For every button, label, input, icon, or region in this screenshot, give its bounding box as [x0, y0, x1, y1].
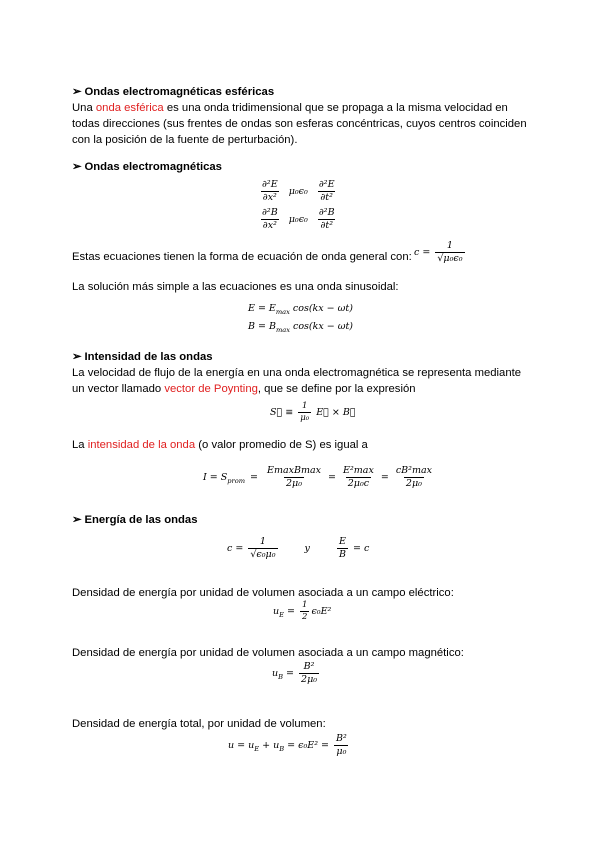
equation-speed-of-light: c = $\frac{1}{\text{√μ₀ϵ₀}}$ — [414, 240, 463, 264]
paragraph-general-form: Estas ecuaciones tienen la forma de ecuación de onda general con: — [72, 251, 412, 263]
arrow-bullet-icon: ➢ — [72, 514, 82, 526]
paragraph-magnetic-density: Densidad de energía por unidad de volumen asociada a un campo magnético: — [72, 647, 464, 659]
arrow-bullet-icon: ➢ — [72, 351, 82, 363]
highlight-poynting-vector: vector de Poynting — [164, 383, 258, 395]
arrow-bullet-icon: ➢ — [72, 86, 82, 98]
paragraph-intensity: La intensidad de la onda (o valor promedio de S) es igual a — [72, 439, 368, 451]
highlight-onda-esferica: onda esférica — [95, 102, 164, 114]
heading-intensity: ➢ Intensidad de las ondas — [72, 351, 213, 363]
equation-u-e: $u_E$ = $\frac{1}{2}$ ϵ₀E² — [273, 600, 332, 622]
paragraph-poynting: La velocidad de flujo de la energía en una onda electromagnética se representa mediante un vector llamado vector de Poynting, que se define por la expresión — [72, 367, 522, 395]
equation-u-b: $u_B$ = $\frac{\text{B²}}{\text{2μ₀}}$ — [272, 661, 318, 685]
paragraph-spherical: Una onda esférica es una onda tridimensional que se propaga a la misma velocidad en todas direcciones (sus frentes de ondas son esferas concéntricas, cuyos centros coinciden con la posición de la fuente de perturbación). — [72, 102, 527, 146]
heading-spherical-waves: ➢ Ondas electromagnéticas esféricas — [72, 86, 275, 98]
heading-energy: ➢ Energía de las ondas — [72, 514, 198, 526]
wave-equation-b: $\frac{\text{∂²B}}{\text{∂x²}}$ μ₀ϵ₀ $\frac{\text{∂²B}}{\text{∂t²}}$ — [262, 207, 335, 231]
equation-intensity: $I = S_{prom}$ = $\frac{\text{EmaxBmax}}{\text{2μ₀}}$ = $\frac{\text{E²max}}{\text{2μ₀c}}$ = $\frac{\text{cB²max}}{\text{2μ₀}}$ — [203, 465, 432, 489]
heading-em-waves: ➢ Ondas electromagnéticas — [72, 161, 222, 173]
equation-sinusoidal-b: $B = B_{max}$ cos(kx − ωt) — [248, 321, 354, 334]
wave-equation-e: $\frac{\text{∂²E}}{\text{∂x²}}$ μ₀ϵ₀ $\frac{\text{∂²E}}{\text{∂t²}}$ — [262, 179, 335, 203]
paragraph-total-density: Densidad de energía total, por unidad de volumen: — [72, 718, 326, 730]
equation-u-total: $u = u_E + u_B = \epsilon_0E^2$ = $\frac{\text{B²}}{\text{μ₀}}$ — [228, 733, 347, 757]
arrow-bullet-icon: ➢ — [72, 161, 82, 173]
paragraph-electric-density: Densidad de energía por unidad de volumen asociada a un campo eléctrico: — [72, 587, 454, 599]
equation-sinusoidal-e: $E = E_{max}$ cos(kx − ωt) — [248, 303, 353, 316]
paragraph-sinusoidal: La solución más simple a las ecuaciones es una onda sinusoidal: — [72, 281, 399, 293]
equation-poynting: S⃗ ≡ $\frac{1}{\text{μ₀}}$ E⃗ × B⃗ — [270, 401, 356, 423]
highlight-intensidad-onda: intensidad de la onda — [87, 439, 196, 451]
equation-c-epsilon-mu: c = $\frac{1}{\text{√ϵ₀μ₀}}$ y $\frac{E}{B}$ = c — [227, 536, 370, 560]
